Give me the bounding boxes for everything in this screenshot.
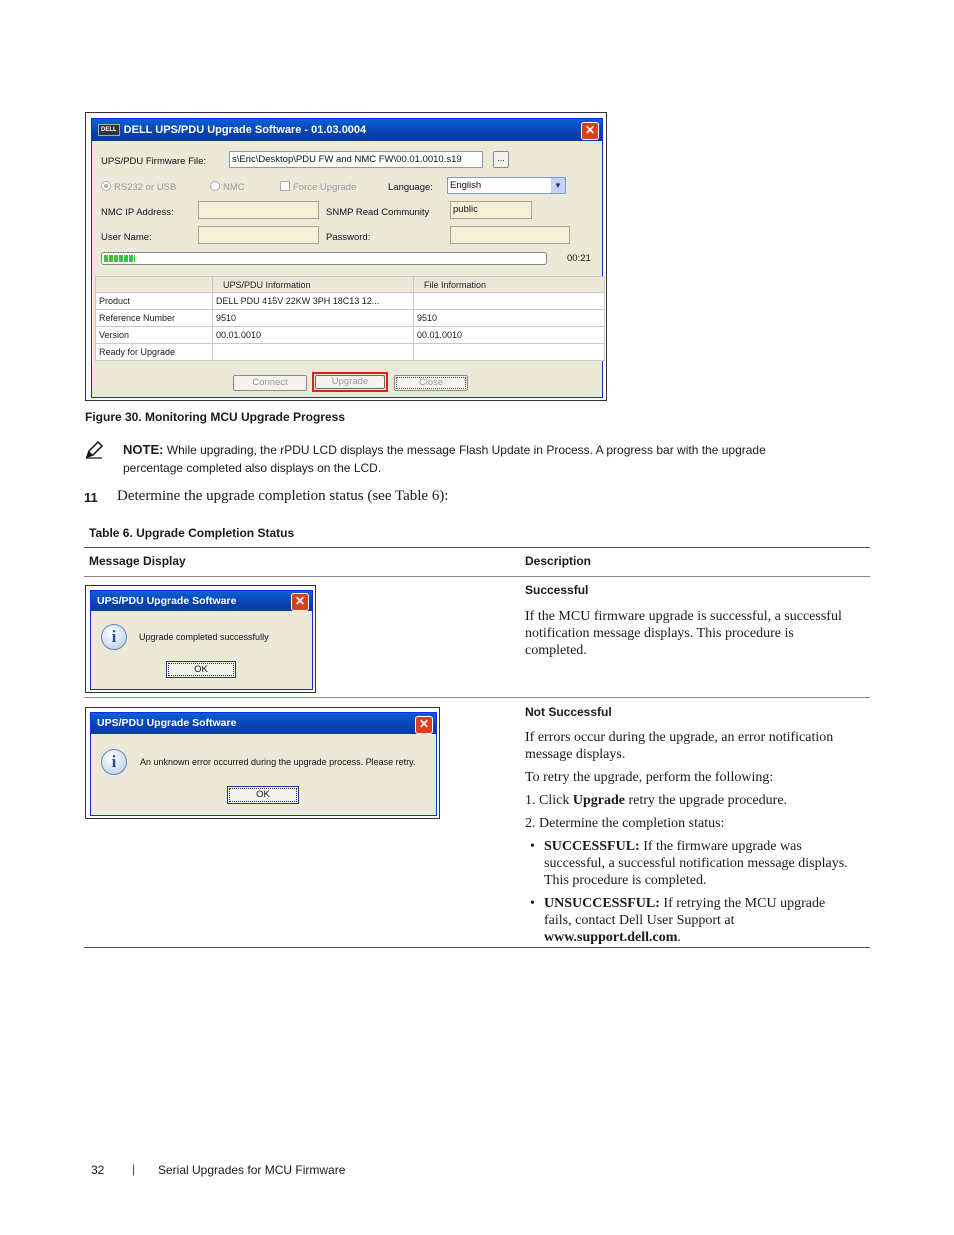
table-row [96,310,605,327]
bullet-unsuccessful [525,895,870,946]
row-label: Ready for Upgrade [96,344,213,361]
table-row [96,293,605,310]
note-pencil-icon [84,440,104,460]
bullet2-line2: fails, contact Dell User Support at [544,913,735,928]
table-header-device: UPS/PDU Information [213,277,414,293]
table-row [96,344,605,361]
row-rule [84,697,870,698]
checkbox-icon [280,181,290,191]
row-device-value: 9510 [213,310,414,327]
footer-separator: | [132,1162,136,1176]
window-titlebar [92,119,602,141]
note-label: NOTE: [123,442,164,457]
retry-step-1 [525,792,870,809]
password-input[interactable] [450,226,570,244]
chevron-down-icon: ▼ [551,178,565,193]
success-dialog [90,590,313,690]
col-header-description: Description [525,554,592,568]
bullet2-bold: UNSUCCESSFUL: [544,896,660,911]
ok-button[interactable]: OK [166,661,236,678]
note-text-after: . A progress bar with the upgrade [589,443,766,457]
radio-nmc[interactable] [210,181,245,193]
success-line: If the MCU firmware upgrade is successful, a successful [525,609,842,624]
row-file-value [414,344,605,361]
table-bottom-rule [84,947,870,948]
info-table [95,276,605,361]
figure-30-screenshot [85,112,607,401]
firmware-file-label: UPS/PDU Firmware File: [101,156,207,167]
language-label: Language: [388,182,433,193]
success-line: notification message displays. This procedure is [525,626,794,641]
table-header-file: File Information [414,277,605,293]
header-rule [84,576,870,577]
username-label: User Name: [101,232,152,243]
bullet-icon: • [530,896,535,911]
close-icon[interactable]: ✕ [581,122,599,140]
connect-button[interactable]: Connect [233,375,307,391]
force-upgrade-checkbox[interactable] [280,181,356,193]
elapsed-time: 00:21 [567,253,591,264]
step1-bold: Upgrade [572,793,625,808]
bullet1-line3: This procedure is completed. [544,873,707,888]
row-label: Version [96,327,213,344]
row-device-value: DELL PDU 415V 22KW 3PH 18C13 12... [213,293,414,310]
snmp-input[interactable]: public [450,201,532,219]
firmware-file-input[interactable]: s\Eric\Desktop\PDU FW and NMC FW\00.01.0010.s19 [229,151,483,168]
step1-pre: Click [535,793,573,808]
footer-section-title: Serial Upgrades for MCU Firmware [158,1163,346,1177]
support-link[interactable]: www.support.dell.com [544,930,678,945]
bullet-successful [525,838,870,889]
snmp-label: SNMP Read Community [326,207,430,218]
close-icon[interactable]: ✕ [415,716,433,734]
note-line2: percentage completed also displays on the LCD. [123,461,382,475]
close-icon[interactable]: ✕ [291,593,309,611]
bullet2-end: . [677,930,681,945]
radio-rs232[interactable] [101,181,176,193]
window-title: DELL UPS/PDU Upgrade Software - 01.03.0004 [123,124,367,136]
success-dialog-screenshot [85,585,316,693]
fail-heading: Not Successful [525,705,612,719]
row-file-value: 9510 [414,310,605,327]
password-label: Password: [326,232,371,243]
nmc-ip-label: NMC IP Address: [101,207,174,218]
col-header-message: Message Display [89,554,186,568]
browse-button[interactable]: ... [493,151,509,168]
success-description [525,608,870,659]
step-11 [84,488,449,507]
close-button[interactable]: Close [394,375,468,391]
row-file-value [414,293,605,310]
error-message: An unknown error occurred during the upgrade process. Please retry. [140,757,416,767]
progress-fill [104,255,135,262]
bullet-icon: • [530,839,535,854]
row-device-value [213,344,414,361]
bullet1-bold: SUCCESSFUL: [544,839,640,854]
row-label: Product [96,293,213,310]
note-text-before: While upgrading, the rPDU LCD displays the message [166,443,459,457]
bullet2-line1: If retrying the MCU upgrade [659,896,826,911]
error-dialog-screenshot [85,707,440,819]
upgrade-button[interactable]: Upgrade [315,375,385,389]
bullet1-line2: successful, a successful notification message displays. [544,856,848,871]
table-top-rule [84,547,870,548]
table-row [96,327,605,344]
row-device-value: 00.01.0010 [213,327,414,344]
language-value: English [450,180,482,191]
username-input[interactable] [198,226,319,244]
info-icon: i [101,624,127,650]
radio-nmc-label: NMC [223,182,245,193]
fail-line: If errors occur during the upgrade, an error notification [525,730,834,745]
radio-selected-icon [101,181,111,191]
step1-number: 1. [525,793,536,808]
success-message: Upgrade completed successfully [139,632,269,642]
force-upgrade-label: Force Upgrade [293,182,357,193]
language-select[interactable] [447,177,566,194]
info-icon: i [101,749,127,775]
upgrade-progress-bar [101,252,547,265]
ok-button[interactable]: OK [227,786,299,804]
note-text [123,441,843,477]
note-mono-text: Flash Update in Process [458,443,590,457]
row-file-value: 00.01.0010 [414,327,605,344]
error-dialog-title: UPS/PDU Upgrade Software [91,713,436,734]
info-table-header [96,277,605,293]
success-heading: Successful [525,583,589,597]
figure-caption: Figure 30. Monitoring MCU Upgrade Progress [85,410,346,424]
table-header-blank [96,277,213,293]
success-dialog-title: UPS/PDU Upgrade Software [91,591,312,611]
step-text: Determine the upgrade completion status (see Table 6): [117,488,449,504]
bullet1-line1: If the firmware upgrade was [639,839,802,854]
page-number: 32 [91,1163,105,1177]
upgrade-software-window [91,118,603,398]
step1-post: retry the upgrade procedure. [624,793,788,808]
error-dialog [90,712,437,816]
fail-description [525,729,870,946]
fail-line: message displays. [525,747,626,762]
radio-rs232-label: RS232 or USB [114,182,177,193]
retry-intro: To retry the upgrade, perform the following: [525,770,774,785]
nmc-ip-input[interactable] [198,201,319,219]
table-caption: Table 6. Upgrade Completion Status [89,526,295,540]
dell-logo-icon: DELL [98,124,120,136]
radio-empty-icon [210,181,220,191]
retry-step-2: 2. Determine the completion status: [525,816,725,831]
row-label: Reference Number [96,310,213,327]
success-line: completed. [525,643,587,658]
step-number: 11 [84,490,98,505]
